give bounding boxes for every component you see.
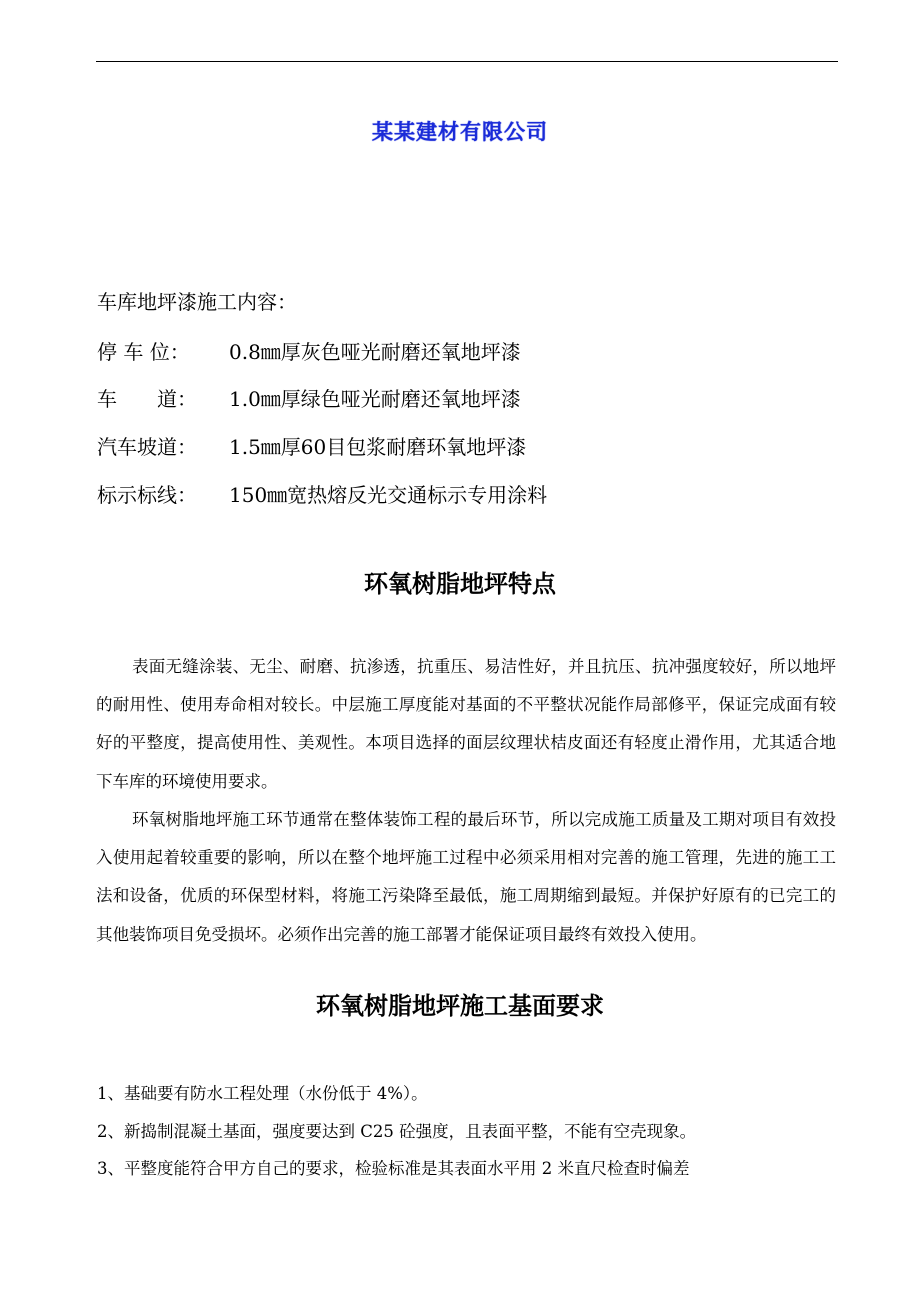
requirement-item: 1、基础要有防水工程处理（水份低于 4%）。: [97, 1084, 428, 1103]
header-rule: [96, 61, 838, 62]
spec-value: 1.5㎜厚60目包浆耐磨环氧地坪漆: [229, 435, 527, 459]
spec-value: 0.8㎜厚灰色哑光耐磨还氧地坪漆: [229, 340, 521, 364]
construction-title: 车库地坪漆施工内容：: [97, 290, 297, 314]
spec-key: 汽车坡道：: [97, 435, 197, 459]
company-name: 某某建材有限公司: [372, 120, 548, 144]
spec-key: 停 车 位：: [97, 340, 190, 364]
requirement-item: 2、新捣制混凝土基面，强度要达到 C25 砼强度，且表面平整，不能有空壳现象。: [97, 1122, 697, 1141]
features-heading: 环氧树脂地坪特点: [364, 570, 556, 598]
spec-value: 150㎜宽热熔反光交通标示专用涂料: [229, 483, 548, 507]
requirement-item: 3、平整度能符合甲方自己的要求，检验标准是其表面水平用 2 米直尺检查时偏差: [97, 1159, 690, 1178]
spec-key: 车 道：: [97, 387, 197, 411]
spec-value: 1.0㎜厚绿色哑光耐磨还氧地坪漆: [229, 387, 521, 411]
features-paragraph: 环氧树脂地坪施工环节通常在整体装饰工程的最后环节，所以完成施工质量及工期对项目有效投入使用起着较重要的影响，所以在整个地坪施工过程中必须采用相对完善的施工管理，先进的施工工法和设备，优质的环保型材料，将施工污染降至最低，施工周期缩到最短。并保护好原有的已完工的其他装饰项目免受损坏。必须作出完善的施工部署才能保证项目最终有效投入使用。: [96, 810, 836, 944]
requirements-heading: 环氧树脂地坪施工基面要求: [316, 992, 604, 1020]
features-paragraph: 表面无缝涂装、无尘、耐磨、抗渗透，抗重压、易洁性好，并且抗压、抗冲强度较好，所以地坪的耐用性、使用寿命相对较长。中层施工厚度能对基面的不平整状况能作局部修平，保证完成面有较好的平整度，提高使用性、美观性。本项目选择的面层纹理状桔皮面还有轻度止滑作用，尤其适合地下车库的环境使用要求。: [96, 657, 836, 791]
spec-key: 标示标线：: [97, 483, 197, 507]
